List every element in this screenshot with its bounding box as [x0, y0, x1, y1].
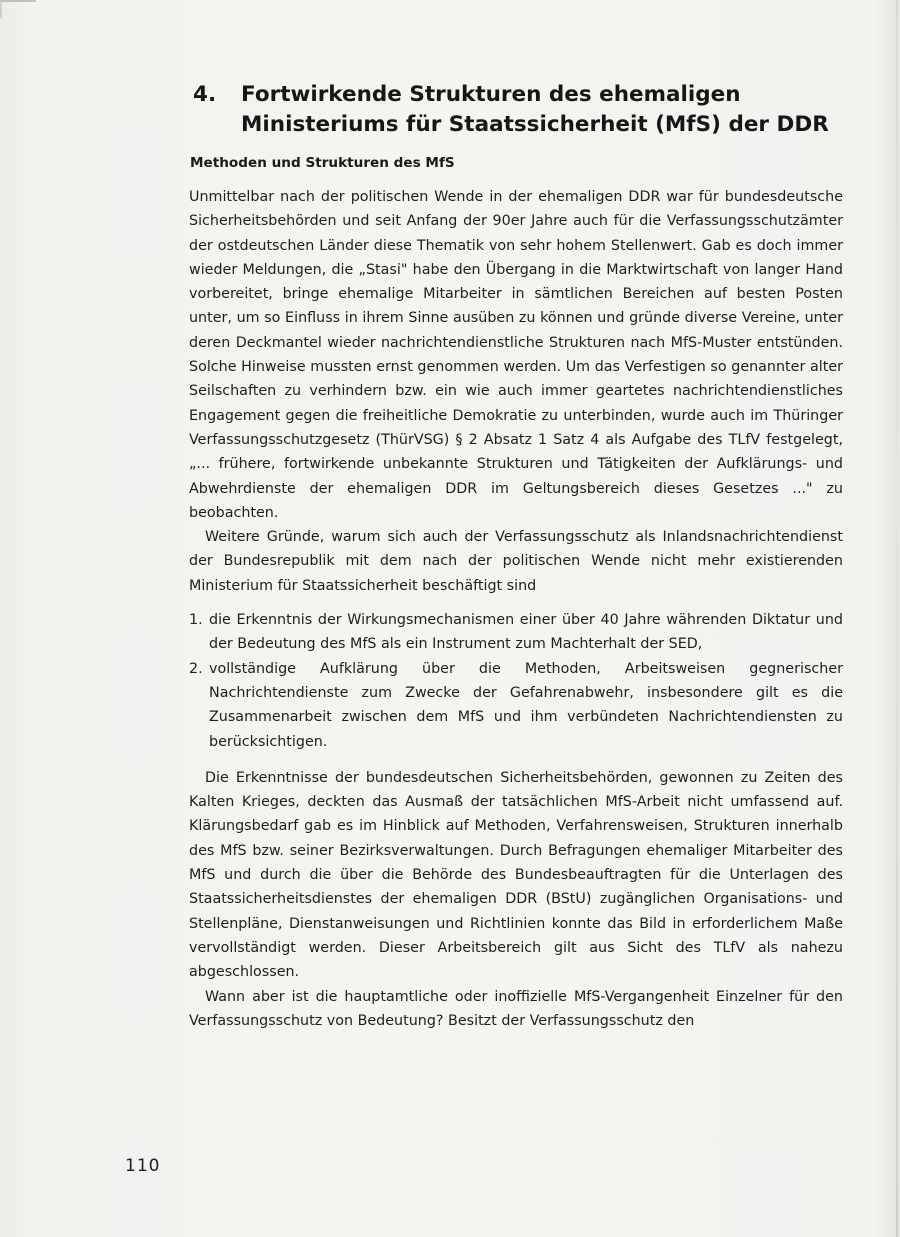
reasons-list — [189, 608, 843, 754]
subheading: Methoden und Strukturen des MfS — [190, 155, 455, 171]
section-title: Fortwirkende Strukturen des ehemaligen Ministeriums für Staatssicherheit (MfS) der DDR — [241, 82, 829, 137]
section-number: 4. — [193, 82, 217, 107]
paragraph-question: Wann aber ist die hauptamtliche oder inoffizielle MfS-Vergangenheit Einzelner für den Verfassungsschutz von Bedeutung? Besitzt der Verfassungsschutz den — [189, 988, 843, 1029]
body-text — [189, 185, 843, 1033]
list-marker: 2. — [189, 660, 203, 677]
scan-edge-mark — [896, 0, 898, 1237]
paragraph-reasons: Weitere Gründe, warum sich auch der Verfassungsschutz als Inlandsnachrichtendienst der Bundesrepublik mit dem nach der politischen Wende nicht mehr existierenden Ministerium für Staatssicherheit beschäftigt sind — [189, 529, 843, 594]
list-item — [189, 657, 843, 754]
paragraph-findings: Die Erkenntnisse der bundesdeutschen Sicherheitsbehörden, gewonnen zu Zeiten des Kalten Krieges, deckten das Ausmaß der tatsächlichen MfS-Arbeit nicht umfassend auf. Klärungsbedarf gab es im Hinblick auf Methoden, Verfahrensweisen, Strukturen innerhalb des MfS bzw. seiner Bezirksverwaltungen. Durch Befragungen ehemaliger Mitarbeiter des MfS und durch die über die Behörde des Bundesbeauftragten für die Unterlagen des Staatssicherheitsdienstes der ehemaligen DDR (BStU) zugänglichen Organisations- und Stellenpläne, Dienstanweisungen und Richtlinien konnte das Bild in erforderlichem Maße vervollständigt werden. Dieser Arbeitsbereich gilt aus Sicht des TLfV als nahezu abgeschlossen. — [189, 769, 843, 981]
list-item — [189, 608, 843, 657]
list-marker: 1. — [189, 612, 203, 629]
scan-corner-mark — [0, 0, 36, 18]
paragraph-intro: Unmittelbar nach der politischen Wende in der ehemaligen DDR war für bundesdeutsche Sicherheitsbehörden und seit Anfang der 90er Jahre auch für die Verfassungsschutzämter der ostdeutschen Länder diese Thematik von sehr hohem Stellenwert. Gab es doch immer wieder Meldungen, die „Stasi" habe den Übergang in die Marktwirtschaft von langer Hand vorbereitet, bringe ehemalige Mitarbeiter in sämtlichen Bereichen auf besten Posten unter, um so Einfluss in ihrem Sinne ausüben zu können und gründe diverse Vereine, unter deren Deckmantel wieder nachrichtendienstliche Strukturen nach MfS-Muster entstünden. Solche Hinweise mussten ernst genommen werden. Um das Verfestigen so genannter alter Seilschaften zu verhindern bzw. ein wie auch immer geartetes nachrichtendienstliches Engagement gegen die freiheitliche Demokratie zu unterbinden, wurde auch im Thüringer Verfassungsschutzgesetz (ThürVSG) § 2 Absatz 1 Satz 4 als Aufgabe des TLfV festgelegt, „... frühere, fortwirkende unbekannte Strukturen und Tätigkeiten der Aufklärungs- und Abwehrdienste der ehemaligen DDR im Geltungsbereich dieses Gesetzes ..." zu beobachten. — [189, 189, 843, 521]
page-number: 110 — [125, 1156, 161, 1176]
list-item-text: die Erkenntnis der Wirkungsmechanismen einer über 40 Jahre währenden Diktatur und der Bedeutung des MfS als ein Instrument zum Machterhalt der SED, — [209, 612, 843, 653]
list-item-text: vollständige Aufklärung über die Methoden, Arbeitsweisen gegnerischer Nachrichtendienste zum Zwecke der Gefahrenabwehr, insbesondere gilt es die Zusammenarbeit zwischen dem MfS und ihm verbündeten Nachrichtendiensten zu berücksichtigen. — [209, 660, 843, 750]
